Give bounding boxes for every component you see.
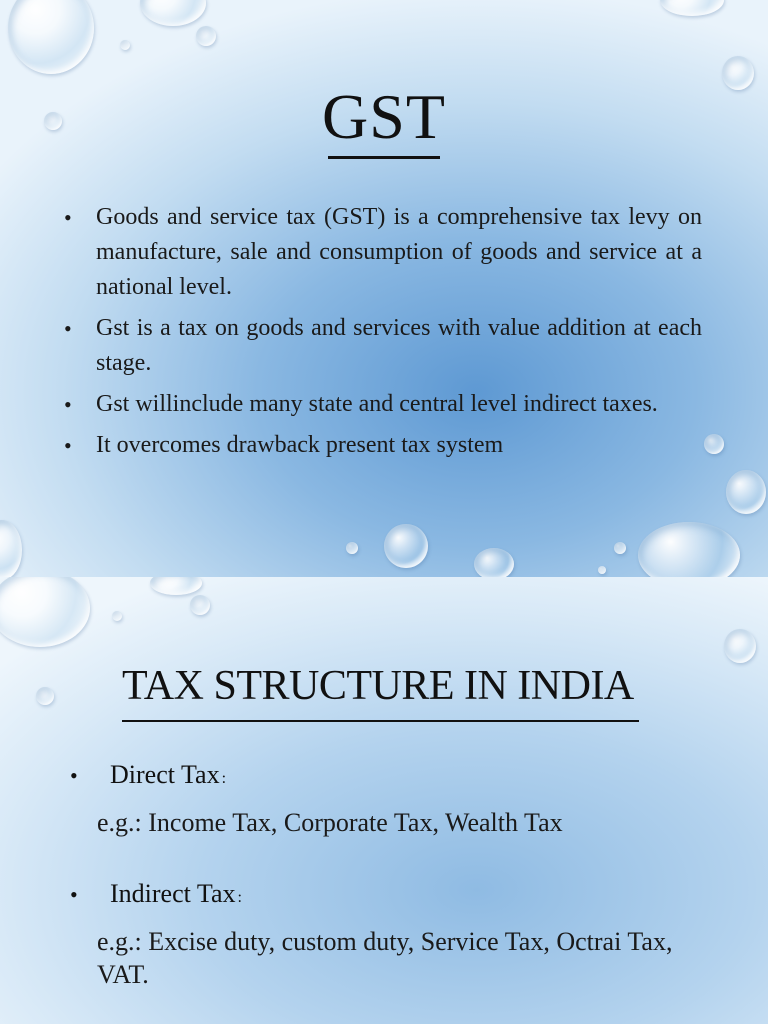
water-drop xyxy=(614,542,626,554)
bullet-item xyxy=(62,311,702,381)
direct-tax-heading xyxy=(70,760,226,790)
slide-tax-structure xyxy=(0,577,768,1024)
bullet-text: Goods and service tax (GST) is a comprehensive tax levy on manufacture, sale and consumption of goods and service at a national level. xyxy=(96,204,702,300)
water-drop xyxy=(660,0,724,16)
indirect-tax-heading xyxy=(70,879,242,909)
slide-title-tax-structure: TAX STRUCTURE IN INDIA xyxy=(122,663,634,709)
water-drop xyxy=(474,548,514,577)
water-drop xyxy=(196,26,216,46)
water-drop xyxy=(0,520,22,577)
water-drop xyxy=(638,522,740,577)
bullet-icon: • xyxy=(64,316,72,341)
bullet-icon: • xyxy=(70,763,78,788)
title-underline xyxy=(328,156,440,159)
water-drop xyxy=(726,470,766,514)
gst-bullet-list xyxy=(62,200,702,469)
bullet-icon: • xyxy=(64,205,72,230)
bullet-text: It overcomes drawback present tax system xyxy=(96,432,504,458)
bullet-item xyxy=(62,428,702,463)
water-drop xyxy=(704,434,724,454)
bullet-icon: • xyxy=(64,392,72,417)
water-drop xyxy=(112,611,122,621)
bullet-text: Gst willinclude many state and central level indirect taxes. xyxy=(96,391,658,417)
title-underline xyxy=(122,720,639,722)
indirect-tax-label: Indirect Tax xyxy=(110,879,236,908)
slide-title-gst: GST xyxy=(322,81,446,152)
water-drop xyxy=(384,524,428,568)
water-drop xyxy=(0,577,90,647)
water-drop xyxy=(190,595,210,615)
water-drop xyxy=(140,0,206,26)
direct-tax-examples: e.g.: Income Tax, Corporate Tax, Wealth Tax xyxy=(97,808,563,837)
water-drop xyxy=(150,577,202,595)
indirect-tax-colon: : xyxy=(237,889,242,906)
bullet-icon: • xyxy=(64,433,72,458)
direct-tax-label: Direct Tax xyxy=(110,760,220,789)
water-drop xyxy=(724,629,756,663)
water-drop xyxy=(120,40,130,50)
direct-tax-colon: : xyxy=(221,770,227,787)
water-drop xyxy=(598,566,606,574)
bullet-item xyxy=(62,387,702,422)
bullet-item xyxy=(62,200,702,305)
bullet-icon: • xyxy=(70,882,78,907)
indirect-tax-examples: e.g.: Excise duty, custom duty, Service Tax, Octrai Tax, VAT. xyxy=(97,927,673,989)
bullet-text: Gst is a tax on goods and services with value addition at each stage. xyxy=(96,315,702,376)
water-drop xyxy=(346,542,358,554)
water-drop xyxy=(36,687,54,705)
water-drop xyxy=(8,0,94,74)
